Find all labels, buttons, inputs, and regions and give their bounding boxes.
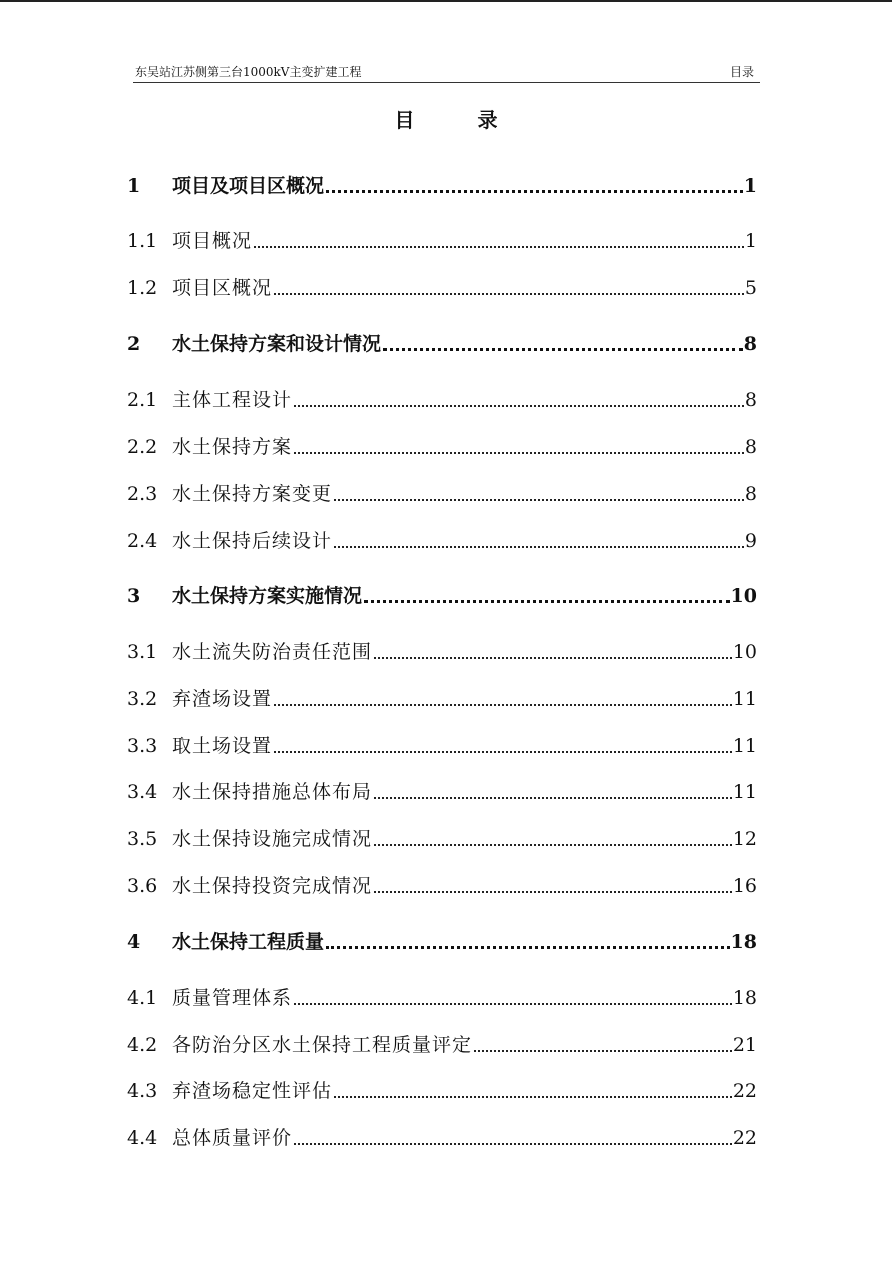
toc-entry-number: 3.2 [127, 688, 158, 710]
toc-entry-page-number: 21 [732, 1034, 757, 1056]
toc-title: 目 录 [394, 108, 526, 132]
toc-dot-leader [294, 1143, 732, 1145]
toc-dot-leader [374, 797, 732, 799]
toc-entry-number: 3.4 [127, 781, 158, 803]
toc-entry-number: 4.3 [127, 1080, 158, 1102]
toc-entry-3-5[interactable] [127, 823, 757, 851]
toc-entry-number: 2.3 [127, 483, 158, 505]
toc-entry-4-2[interactable] [127, 1029, 757, 1057]
toc-entry-number: 4.2 [127, 1034, 158, 1056]
toc-entry-title: 项目及项目区概况 [172, 175, 325, 197]
page-header [133, 62, 760, 83]
header-section-name: 目录 [729, 65, 754, 79]
toc-entry-number: 3.6 [127, 875, 158, 897]
toc-entry-3-3[interactable] [127, 730, 757, 758]
toc-dot-leader [374, 657, 732, 659]
toc-entry-title: 水土保持方案实施情况 [172, 585, 363, 607]
toc-dot-leader [334, 499, 744, 501]
toc-entry-2-2[interactable] [127, 431, 757, 459]
toc-entry-3-6[interactable] [127, 870, 757, 898]
toc-entry-page-number: 10 [732, 641, 757, 663]
toc-entry-page-number: 11 [732, 735, 757, 757]
toc-dot-leader [383, 348, 743, 351]
toc-dot-leader [254, 246, 744, 248]
header-project-name: 东吴站江苏侧第三台1000kV主变扩建工程 [135, 65, 362, 79]
toc-dot-leader [334, 546, 744, 548]
toc-entry-title: 水土保持方案变更 [172, 483, 333, 505]
toc-dot-leader [294, 1003, 732, 1005]
toc-entry-2-4[interactable] [127, 525, 757, 553]
toc-entry-3-1[interactable] [127, 636, 757, 664]
toc-entry-title: 项目区概况 [172, 277, 273, 299]
toc-entry-3[interactable] [127, 580, 757, 608]
toc-entry-title: 弃渣场设置 [172, 688, 273, 710]
toc-entry-title: 质量管理体系 [172, 987, 293, 1009]
toc-entry-page-number: 18 [732, 987, 757, 1009]
toc-entry-title: 水土保持后续设计 [172, 530, 333, 552]
toc-entry-number: 4 [127, 931, 141, 953]
toc-dot-leader [374, 844, 732, 846]
toc-entry-page-number: 5 [744, 277, 757, 299]
toc-entry-3-2[interactable] [127, 683, 757, 711]
toc-entry-3-4[interactable] [127, 776, 757, 804]
toc-entry-1-2[interactable] [127, 272, 757, 300]
toc-entry-number: 4.1 [127, 987, 158, 1009]
toc-entry-title: 水土保持方案和设计情况 [172, 333, 382, 355]
toc-entry-4-3[interactable] [127, 1075, 757, 1103]
toc-entry-number: 1.2 [127, 277, 158, 299]
toc-entry-title: 水土保持措施总体布局 [172, 781, 373, 803]
toc-entry-page-number: 8 [744, 483, 757, 505]
toc-entry-page-number: 1 [743, 175, 757, 197]
toc-entry-number: 2.1 [127, 389, 158, 411]
toc-entry-title: 项目概况 [172, 230, 253, 252]
toc-entry-title: 总体质量评价 [172, 1127, 293, 1149]
toc-entry-page-number: 9 [744, 530, 757, 552]
toc-dot-leader [294, 405, 744, 407]
toc-entry-number: 1 [127, 175, 141, 197]
toc-dot-leader [294, 452, 744, 454]
toc-entry-page-number: 8 [744, 389, 757, 411]
toc-dot-leader [274, 751, 732, 753]
toc-entry-title: 水土保持投资完成情况 [172, 875, 373, 897]
toc-entry-title: 水土流失防治责任范围 [172, 641, 373, 663]
toc-entry-number: 1.1 [127, 230, 158, 252]
toc-entry-4-4[interactable] [127, 1122, 757, 1150]
toc-entry-4[interactable] [127, 926, 757, 954]
toc-entry-title: 各防治分区水土保持工程质量评定 [172, 1034, 473, 1056]
toc-entry-page-number: 12 [732, 828, 757, 850]
toc-dot-leader [364, 600, 730, 603]
toc-entry-number: 4.4 [127, 1127, 158, 1149]
toc-dot-leader [474, 1050, 732, 1052]
toc-entry-number: 2 [127, 333, 141, 355]
toc-entry-title: 水土保持设施完成情况 [172, 828, 373, 850]
toc-entry-2-1[interactable] [127, 384, 757, 412]
toc-entry-2[interactable] [127, 328, 757, 356]
toc-entry-1-1[interactable] [127, 225, 757, 253]
toc-entry-page-number: 8 [744, 436, 757, 458]
toc-entry-4-1[interactable] [127, 982, 757, 1010]
toc-entry-number: 2.2 [127, 436, 158, 458]
toc-entry-title: 主体工程设计 [172, 389, 293, 411]
toc-dot-leader [274, 293, 744, 295]
toc-entry-page-number: 1 [744, 230, 757, 252]
toc-entry-title: 弃渣场稳定性评估 [172, 1080, 333, 1102]
toc-entry-number: 3.3 [127, 735, 158, 757]
toc-dot-leader [326, 190, 743, 193]
toc-entry-page-number: 22 [732, 1080, 757, 1102]
toc-entry-title: 水土保持方案 [172, 436, 293, 458]
toc-entry-number: 3 [127, 585, 141, 607]
toc-entry-number: 3.5 [127, 828, 158, 850]
toc-entry-page-number: 10 [730, 585, 757, 607]
toc-entry-page-number: 18 [730, 931, 757, 953]
toc-entry-title: 取土场设置 [172, 735, 273, 757]
toc-dot-leader [374, 891, 732, 893]
toc-entry-page-number: 11 [732, 688, 757, 710]
toc-dot-leader [334, 1096, 732, 1098]
toc-entry-number: 3.1 [127, 641, 158, 663]
toc-entry-page-number: 8 [743, 333, 757, 355]
page-top-border [0, 0, 892, 2]
toc-dot-leader [274, 704, 732, 706]
toc-entry-title: 水土保持工程质量 [172, 931, 325, 953]
toc-entry-page-number: 16 [732, 875, 757, 897]
toc-entry-page-number: 11 [732, 781, 757, 803]
toc-dot-leader [326, 946, 730, 949]
toc-entry-page-number: 22 [732, 1127, 757, 1149]
toc-entry-1[interactable] [127, 170, 757, 198]
toc-entry-2-3[interactable] [127, 478, 757, 506]
toc-entry-number: 2.4 [127, 530, 158, 552]
